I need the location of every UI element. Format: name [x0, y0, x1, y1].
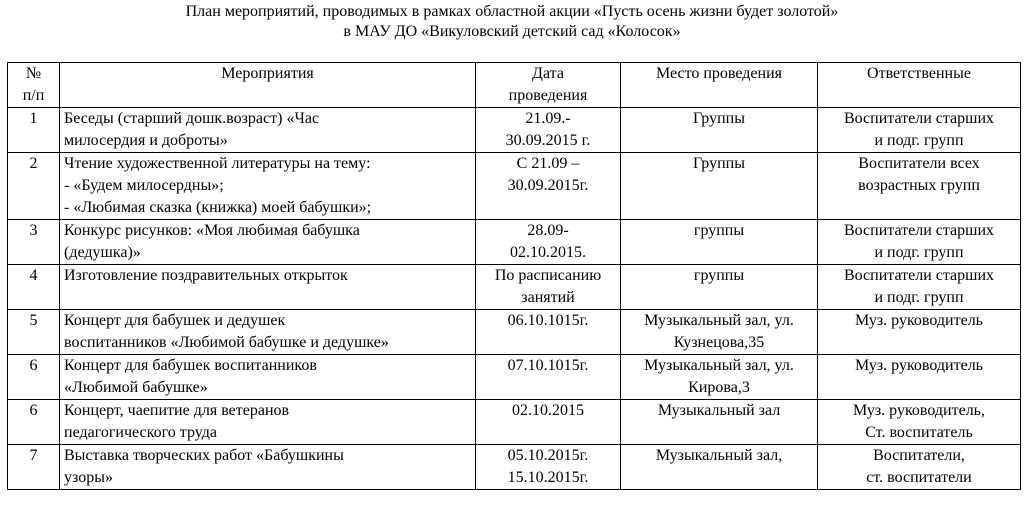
cell-date-line: 02.10.2015: [512, 402, 584, 419]
cell-responsible-line: Воспитатели старших: [843, 110, 995, 127]
cell-place-line: Музыкальный зал, ул.: [644, 357, 794, 374]
cell-event-line: воспитанников «Любимой бабушке и дедушке»: [64, 334, 389, 351]
cell-place: [621, 265, 818, 310]
cell-number: 2: [8, 153, 60, 220]
cell-event-line: Беседы (старший дошк.возраст) «Час: [64, 110, 320, 127]
cell-place: [621, 220, 818, 265]
cell-event-line: - «Будем милосердны»;: [64, 177, 224, 194]
cell-date-line: 15.10.2015г.: [507, 469, 589, 486]
cell-event-line: Конкурс рисунков: «Моя любимая бабушка: [64, 222, 360, 239]
cell-event-line: Концерт для бабушек воспитанников: [64, 357, 317, 374]
cell-responsible-line: Муз. руководитель,: [853, 402, 985, 419]
cell-event: [60, 108, 476, 153]
cell-place: [621, 355, 818, 400]
cell-event-line: Выставка творческих работ «Бабушкины: [64, 447, 344, 464]
cell-place-line: Кирова,3: [688, 379, 750, 396]
cell-event: [60, 445, 476, 490]
table-row: [8, 310, 1021, 355]
cell-responsible: [818, 355, 1021, 400]
header-responsible: Ответственные: [818, 63, 1021, 108]
cell-responsible-line: ст. воспитатели: [866, 469, 972, 486]
cell-event: [60, 265, 476, 310]
cell-date: [476, 445, 621, 490]
table-row: [8, 220, 1021, 265]
cell-responsible: [818, 220, 1021, 265]
header-event: Мероприятия: [60, 63, 476, 108]
header-place: Место проведения: [621, 63, 818, 108]
cell-responsible: [818, 153, 1021, 220]
table-row: [8, 400, 1021, 445]
cell-responsible-line: возрастных групп: [858, 177, 980, 194]
cell-date-line: занятий: [521, 289, 575, 306]
cell-event: [60, 220, 476, 265]
table-row: [8, 108, 1021, 153]
cell-event-line: Концерт для бабушек и дедушек: [64, 312, 286, 329]
table-body: [8, 108, 1021, 490]
cell-date: [476, 153, 621, 220]
cell-responsible: [818, 265, 1021, 310]
cell-event: [60, 400, 476, 445]
cell-place: [621, 445, 818, 490]
cell-place-line: Группы: [693, 110, 745, 127]
cell-responsible: [818, 310, 1021, 355]
cell-number: 6: [8, 355, 60, 400]
cell-responsible-line: и подг. групп: [874, 132, 964, 149]
cell-place-line: Музыкальный зал, ул.: [644, 312, 794, 329]
cell-responsible-line: Воспитатели старших: [843, 267, 995, 284]
cell-responsible-line: и подг. групп: [874, 289, 964, 306]
cell-responsible: [818, 108, 1021, 153]
cell-responsible-line: Муз. руководитель: [855, 312, 983, 329]
cell-place-line: Группы: [693, 155, 745, 172]
cell-event-line: Изготовление поздравительных открыток: [64, 267, 348, 284]
cell-event-line: педагогического труда: [64, 424, 217, 441]
cell-number: 7: [8, 445, 60, 490]
cell-date: [476, 400, 621, 445]
cell-place: [621, 400, 818, 445]
cell-place-line: группы: [693, 267, 745, 284]
cell-event-line: Концерт, чаепитие для ветеранов: [64, 402, 290, 419]
cell-number: 5: [8, 310, 60, 355]
cell-number: 3: [8, 220, 60, 265]
cell-date-line: 30.09.2015 г.: [505, 132, 591, 149]
cell-date: [476, 108, 621, 153]
cell-date: [476, 355, 621, 400]
title-line-1: План мероприятий, проводимых в рамках областной акции «Пусть осень жизни будет золотой»: [185, 3, 839, 20]
cell-number: 4: [8, 265, 60, 310]
cell-date-line: 28.09-: [527, 222, 569, 239]
cell-responsible-line: Воспитатели всех: [858, 155, 980, 172]
cell-date-line: 30.09.2015г.: [507, 177, 589, 194]
title-line-2: в МАУ ДО «Викуловский детский сад «Колосок»: [343, 23, 681, 40]
cell-event-line: - «Любимая сказка (книжка) моей бабушки»;: [64, 199, 372, 216]
cell-number: 6: [8, 400, 60, 445]
cell-event-line: (дедушка)»: [64, 244, 141, 261]
cell-event: [60, 153, 476, 220]
cell-place: [621, 153, 818, 220]
cell-event-line: Чтение художественной литературы на тему:: [64, 155, 371, 172]
cell-responsible: [818, 445, 1021, 490]
table-row: [8, 445, 1021, 490]
cell-responsible-line: Воспитатели,: [873, 447, 965, 464]
cell-date: [476, 220, 621, 265]
cell-place-line: Музыкальный зал,: [655, 447, 783, 464]
cell-date: [476, 310, 621, 355]
cell-responsible-line: Воспитатели старших: [843, 222, 995, 239]
cell-responsible-line: Ст. воспитатель: [865, 424, 973, 441]
cell-responsible: [818, 400, 1021, 445]
cell-place-line: группы: [693, 222, 745, 239]
table-row: [8, 265, 1021, 310]
table-header-row: [8, 63, 1021, 108]
cell-date-line: 21.09.-: [525, 110, 571, 127]
cell-date-line: 06.10.1015г.: [507, 312, 589, 329]
cell-date-line: 07.10.1015г.: [507, 357, 589, 374]
cell-place: [621, 108, 818, 153]
events-plan-table: [7, 62, 1021, 490]
cell-event: [60, 310, 476, 355]
cell-date-line: С 21.09 –: [516, 155, 580, 172]
cell-number: 1: [8, 108, 60, 153]
cell-date: [476, 265, 621, 310]
cell-date-line: 02.10.2015.: [510, 244, 586, 261]
cell-responsible-line: и подг. групп: [874, 244, 964, 261]
table-row: [8, 355, 1021, 400]
cell-event-line: милосердия и доброты»: [64, 132, 228, 149]
cell-event: [60, 355, 476, 400]
header-number: № п/п: [8, 63, 60, 108]
cell-date-line: 05.10.2015г.: [507, 447, 589, 464]
cell-responsible-line: Муз. руководитель: [855, 357, 983, 374]
cell-place: [621, 310, 818, 355]
table-row: [8, 153, 1021, 220]
document-title: [0, 0, 1024, 58]
cell-event-line: узоры»: [64, 469, 113, 486]
cell-place-line: Музыкальный зал: [657, 402, 781, 419]
cell-event-line: «Любимой бабушке»: [64, 379, 208, 396]
cell-date-line: По расписанию: [494, 267, 602, 284]
header-date: Дата проведения: [476, 63, 621, 108]
cell-place-line: Кузнецова,35: [673, 334, 765, 351]
